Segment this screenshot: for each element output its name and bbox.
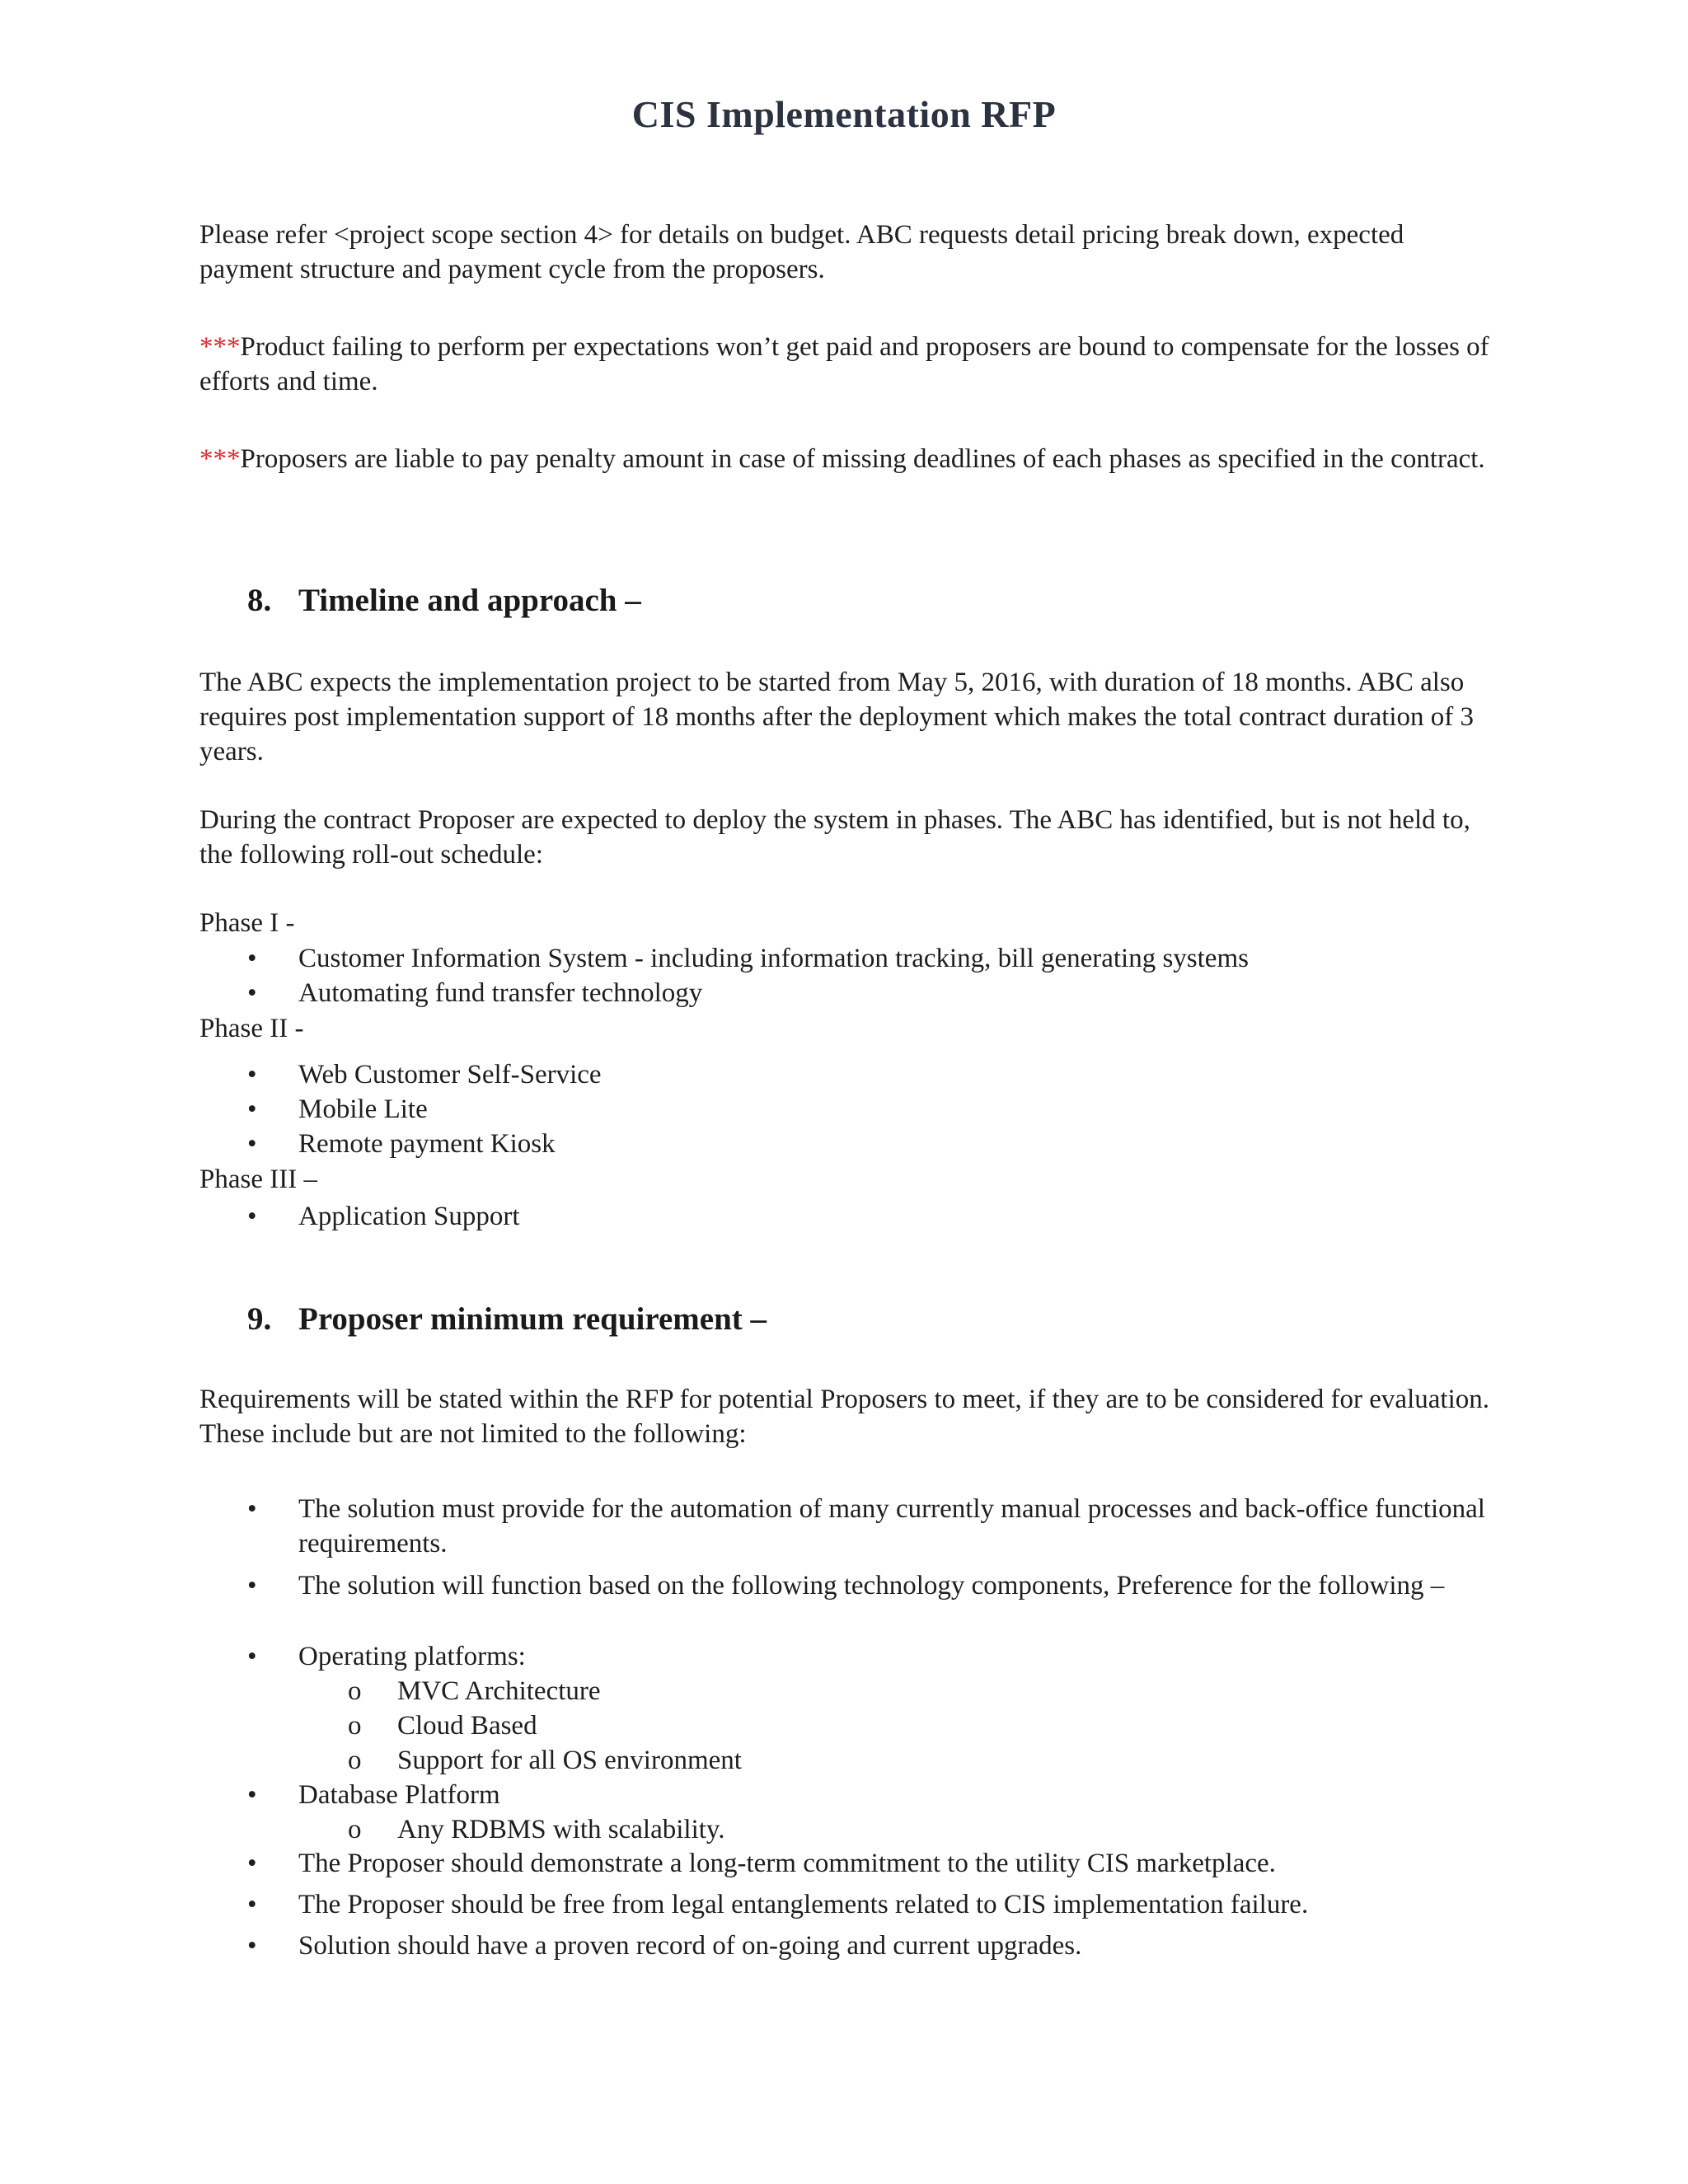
- phase-label: Phase III –: [199, 1165, 317, 1194]
- payment-note: [199, 330, 1498, 399]
- platforms-sublist: [298, 1674, 1498, 1778]
- list-item: • Solution should have a proven record of on-going and current upgrades.: [199, 1929, 1498, 1963]
- document-title: CIS Implementation RFP: [631, 93, 1057, 135]
- phase-label: Phase II -: [199, 1014, 304, 1043]
- note-marker: ***: [199, 332, 241, 362]
- timeline-paragraph: The ABC expects the implementation project to be started from May 5, 2016, with duration of 18 months. ABC also requires post implementation support of 18 months after the deployment which makes the total contract duration of 3 years.: [199, 668, 1475, 766]
- phase-3-list: [199, 1199, 1498, 1234]
- section-title: Timeline and approach –: [298, 583, 641, 618]
- list-item: [199, 1639, 1498, 1778]
- section-number: 9.: [247, 1301, 272, 1337]
- requirements-list: [199, 1846, 1498, 1881]
- requirements-list: [199, 1929, 1498, 1963]
- phase-1-list: [199, 941, 1498, 1010]
- rollout-paragraph: During the contract Proposer are expected to deploy the system in phases. The ABC has identified, but is not held to, the following roll-out schedule:: [199, 805, 1470, 869]
- section-number: 8.: [247, 583, 272, 618]
- section-9-heading: [247, 1301, 767, 1338]
- database-sublist: [298, 1812, 1498, 1847]
- list-item: • Automating fund transfer technology: [199, 976, 1498, 1010]
- list-item: • The solution must provide for the automation of many currently manual processes and back-office functional requirements.: [199, 1492, 1498, 1561]
- list-item: • Application Support: [199, 1199, 1498, 1234]
- payment-note-text: Product failing to perform per expectations won’t get paid and proposers are bound to compensate for the losses of efforts and time.: [199, 332, 1489, 396]
- list-item: • Web Customer Self-Service: [199, 1057, 1498, 1092]
- requirements-list: [199, 1492, 1498, 1561]
- note-marker: ***: [199, 444, 241, 474]
- list-item: [199, 1778, 1498, 1847]
- phase-label: Phase I -: [199, 908, 295, 938]
- list-item-label: Operating platforms:: [298, 1642, 526, 1671]
- requirements-paragraph: Requirements will be stated within the RFP for potential Proposers to meet, if they are to be considered for evaluation. These include but are not limited to the following:: [199, 1385, 1489, 1449]
- section-title: Proposer minimum requirement –: [298, 1301, 767, 1337]
- list-item: • The solution will function based on the following technology components, Preference for the following –: [199, 1568, 1498, 1603]
- requirements-list: [199, 1568, 1498, 1603]
- penalty-note-text: Proposers are liable to pay penalty amount in case of missing deadlines of each phases as specified in the contract.: [240, 444, 1485, 474]
- list-item: • Customer Information System - including information tracking, bill generating systems: [199, 941, 1498, 976]
- phase-2-list: [199, 1057, 1498, 1161]
- sublist-item: o MVC Architecture: [298, 1674, 1498, 1708]
- list-item-label: Database Platform: [298, 1780, 500, 1810]
- sublist-item: o Cloud Based: [298, 1708, 1498, 1743]
- list-item: • Remote payment Kiosk: [199, 1127, 1498, 1161]
- requirements-list: [199, 1639, 1498, 1847]
- list-item: • Mobile Lite: [199, 1092, 1498, 1127]
- budget-paragraph: Please refer <project scope section 4> for details on budget. ABC requests detail pricing break down, expected payment structure and payment cycle from the proposers.: [199, 220, 1404, 284]
- list-item: • The Proposer should demonstrate a long-term commitment to the utility CIS marketplace.: [199, 1846, 1498, 1881]
- requirements-list: [199, 1887, 1498, 1922]
- penalty-note: [199, 442, 1498, 476]
- sublist-item: o Support for all OS environment: [298, 1743, 1498, 1778]
- sublist-item: o Any RDBMS with scalability.: [298, 1812, 1498, 1847]
- list-item: • The Proposer should be free from legal entanglements related to CIS implementation failure.: [199, 1887, 1498, 1922]
- section-8-heading: [247, 582, 641, 619]
